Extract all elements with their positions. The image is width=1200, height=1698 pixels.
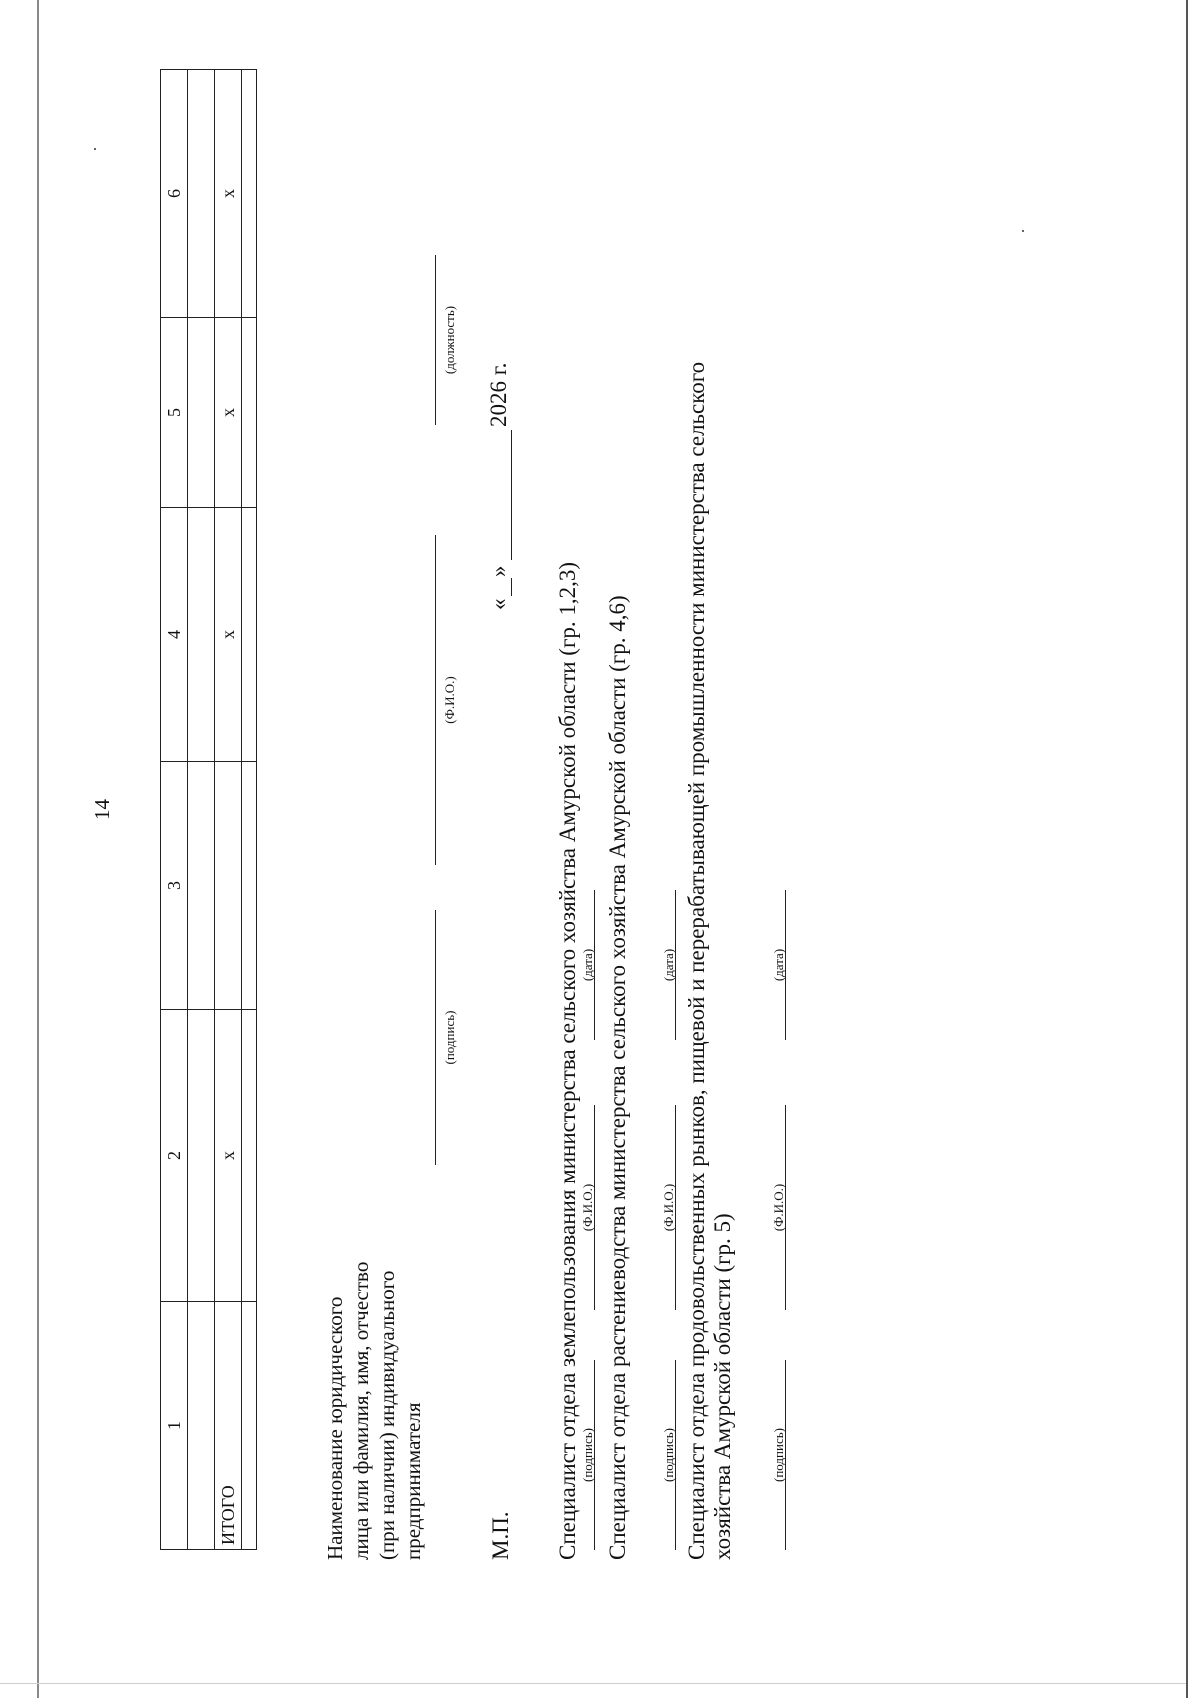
rotated-page — [90, 60, 1140, 1620]
table-cell — [242, 508, 257, 762]
position-caption: (должность) — [442, 305, 457, 375]
table-header-row — [161, 70, 188, 1550]
scan-left-edge — [37, 0, 39, 1698]
date-day-line — [511, 578, 512, 596]
specialist-title: Специалист отдела продовольственных рынков, пищевой и перерабатывающей промышленности министерства сельского — [684, 361, 709, 1560]
total-label: ИТОГО — [215, 1302, 242, 1550]
table-cell — [188, 318, 215, 508]
name-line — [435, 535, 436, 865]
signature-caption: (подпись) — [580, 1428, 595, 1482]
header-cell: 6 — [161, 70, 188, 318]
header-cell: 5 — [161, 318, 188, 508]
specialist-title: Специалист отдела землепользования министерства сельского хозяйства Амурской области (гр. 1,2,3) — [555, 561, 580, 1560]
table-cell — [188, 1302, 215, 1550]
signature-caption: (подпись) — [442, 1010, 457, 1065]
name-caption: (Ф.И.О.) — [580, 1183, 595, 1232]
table-cell — [242, 70, 257, 318]
stamp-label: М.П. — [488, 1511, 513, 1560]
table-cell — [188, 508, 215, 762]
table-cell — [188, 70, 215, 318]
table-cell — [242, 762, 257, 1010]
name-caption: (Ф.И.О.) — [771, 1183, 786, 1232]
signature-line — [435, 910, 436, 1165]
name-caption: (Ф.И.О.) — [661, 1183, 676, 1232]
entity-name-label: Наименование юридического лица или фамилия, имя, отчество (при наличии) индивидуального предпринимателя — [323, 1261, 425, 1560]
position-line — [435, 255, 436, 425]
specialist-title: Специалист отдела растениеводства министерства сельского хозяйства Амурской области (гр. 4,6) — [605, 595, 630, 1560]
table-cell — [242, 318, 257, 508]
table-cell — [188, 762, 215, 1010]
table-cell: х — [215, 1010, 242, 1302]
name-caption: (Ф.И.О.) — [442, 676, 457, 724]
table-cell: х — [215, 70, 242, 318]
summary-table — [160, 69, 257, 1550]
header-cell: 4 — [161, 508, 188, 762]
table-cell — [242, 1302, 257, 1550]
table-cell: х — [215, 318, 242, 508]
table-cell: х — [215, 508, 242, 762]
table-cell — [242, 1010, 257, 1302]
date-year: 2026 г. — [486, 362, 511, 427]
date-quote-open: « — [486, 598, 511, 610]
table-cell — [188, 1010, 215, 1302]
date-caption: (дата) — [771, 948, 786, 982]
signature-caption: (подпись) — [771, 1428, 786, 1482]
table-cell — [215, 762, 242, 1010]
table-row-total — [215, 70, 242, 1550]
signature-caption: (подпись) — [661, 1428, 676, 1482]
page-number: 14 — [90, 799, 114, 820]
header-cell: 1 — [161, 1302, 188, 1550]
specialist-title-line2: хозяйства Амурской области (гр. 5) — [710, 1213, 735, 1560]
header-cell: 2 — [161, 1010, 188, 1302]
date-month-line — [511, 430, 512, 560]
date-caption: (дата) — [661, 948, 676, 982]
header-cell: 3 — [161, 762, 188, 1010]
date-quote-close: » — [486, 565, 511, 577]
date-caption: (дата) — [580, 948, 595, 982]
table-row — [188, 70, 215, 1550]
table-row — [242, 70, 257, 1550]
scan-bottom-rule — [0, 1683, 1186, 1684]
scan-right-edge — [1186, 0, 1188, 1698]
